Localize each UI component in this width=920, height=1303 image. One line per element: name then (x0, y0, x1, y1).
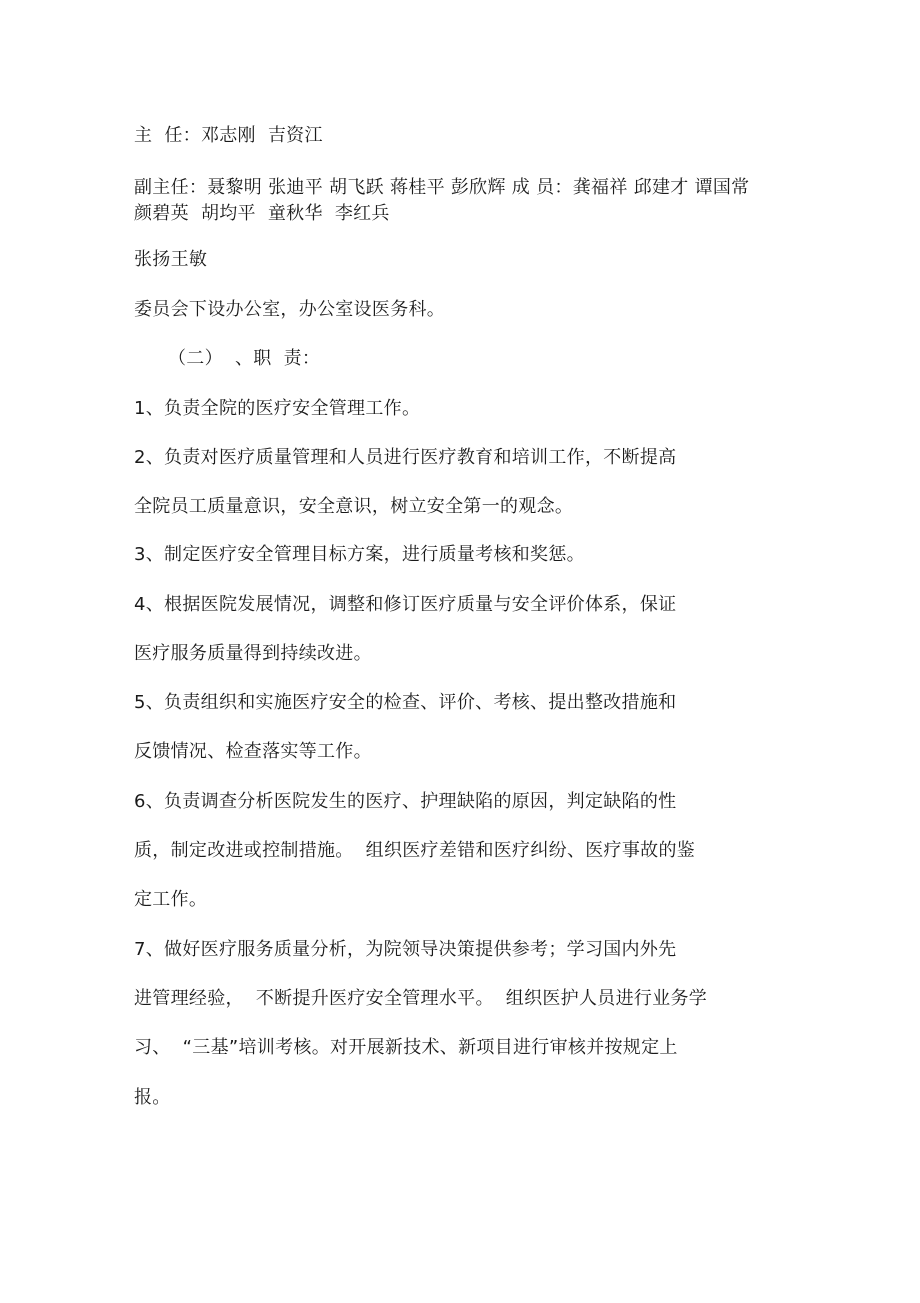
duty-item-7-cont-3: 报。 (134, 1087, 171, 1108)
duty-item-1: 1、负责全院的医疗安全管理工作。 (134, 398, 421, 419)
duty-item-5-cont: 反馈情况、检查落实等工作。 (134, 741, 372, 762)
duty-item-2: 2、负责对医疗质量管理和人员进行医疗教育和培训工作，不断提高 (134, 447, 677, 468)
duty-item-6: 6、负责调查分析医院发生的医疗、护理缺陷的原因，判定缺陷的性 (134, 791, 677, 812)
members-line: 颜碧英 胡均平 童秋华 李红兵 (134, 203, 390, 224)
duty-item-3: 3、制定医疗安全管理目标方案，进行质量考核和奖惩。 (134, 544, 585, 565)
duty-item-7-cont: 进管理经验， 不断提升医疗安全管理水平。 组织医护人员进行业务学 (134, 988, 708, 1009)
deputy-director-line: 副主任：聂黎明 张迪平 胡飞跃 蒋桂平 彭欣辉 成 员：龚福祥 邱建才 谭国常 (134, 177, 750, 198)
duty-item-7-cont-2: 习、 “三基”培训考核。对开展新技术、新项目进行审核并按规定上 (134, 1037, 678, 1058)
members-line-2: 张扬王敏 (134, 249, 208, 270)
director-line: 主 任：邓志刚 吉资江 (134, 125, 323, 146)
duty-item-7: 7、做好医疗服务质量分析，为院领导决策提供参考；学习国内外先 (134, 939, 677, 960)
duty-item-6-cont-2: 定工作。 (134, 889, 208, 910)
duty-item-2-cont: 全院员工质量意识，安全意识，树立安全第一的观念。 (134, 496, 574, 517)
duty-item-6-cont: 质，制定改进或控制措施。 组织医疗差错和医疗纠纷、医疗事故的鉴 (134, 840, 696, 861)
duty-item-5: 5、负责组织和实施医疗安全的检查、评价、考核、提出整改措施和 (134, 692, 677, 713)
section-heading: （二） 、职 责： (168, 348, 321, 369)
duty-item-4: 4、根据医院发展情况，调整和修订医疗质量与安全评价体系，保证 (134, 594, 677, 615)
duty-item-4-cont: 医疗服务质量得到持续改进。 (134, 643, 372, 664)
office-note: 委员会下设办公室，办公室设医务科。 (134, 299, 446, 320)
